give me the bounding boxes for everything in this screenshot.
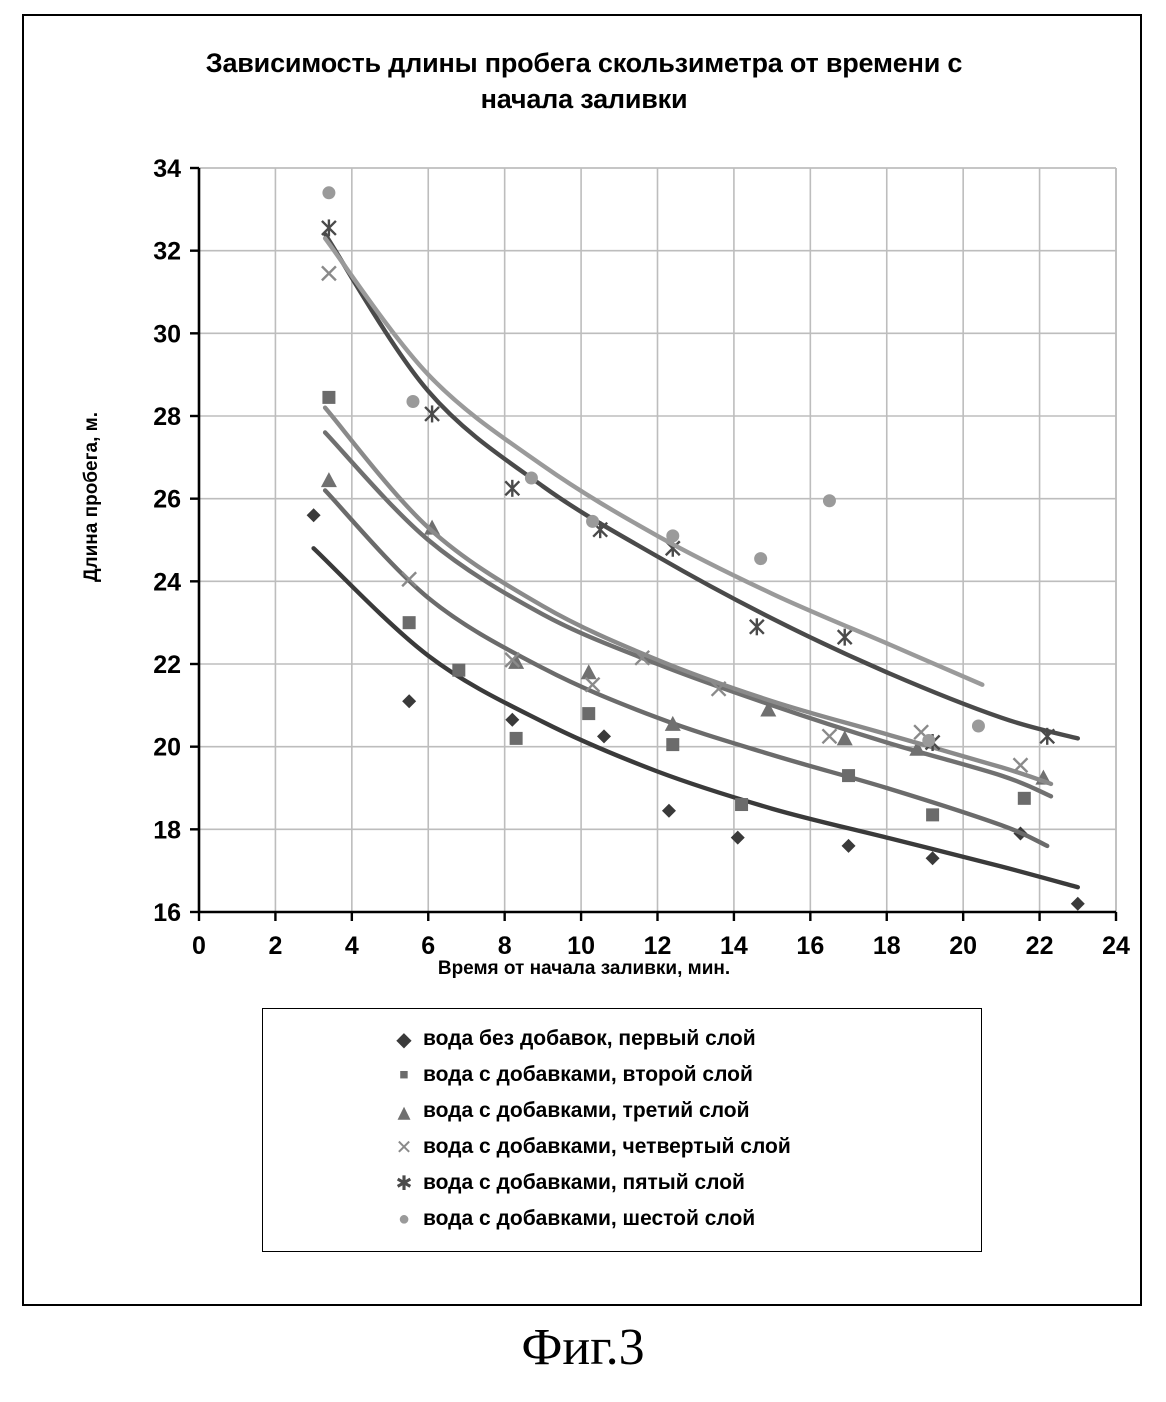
svg-text:30: 30 bbox=[153, 320, 181, 349]
svg-text:10: 10 bbox=[567, 932, 595, 960]
legend-item[interactable] bbox=[263, 1057, 981, 1093]
legend-label: вода с добавками, шестой слой bbox=[423, 1207, 756, 1230]
legend-item[interactable] bbox=[263, 1165, 981, 1201]
y-axis-title: Длина пробега, м. bbox=[81, 412, 102, 582]
data-point bbox=[597, 729, 611, 743]
data-point bbox=[662, 804, 676, 818]
trend-line bbox=[325, 238, 982, 684]
data-point bbox=[403, 616, 416, 629]
data-point bbox=[1018, 792, 1031, 805]
data-point bbox=[322, 219, 336, 236]
legend-marker-square-icon: ▪ bbox=[398, 1058, 410, 1091]
legend-marker-circle-icon: ● bbox=[397, 1207, 411, 1230]
svg-text:28: 28 bbox=[153, 403, 181, 431]
svg-text:18: 18 bbox=[153, 816, 181, 845]
data-point bbox=[586, 515, 599, 528]
data-point bbox=[525, 472, 538, 485]
legend-label: вода с добавками, пятый слой bbox=[423, 1171, 745, 1194]
svg-text:8: 8 bbox=[497, 932, 512, 960]
figure-frame bbox=[22, 14, 1142, 1306]
legend-marker-x-icon: ✕ bbox=[395, 1136, 413, 1159]
data-point bbox=[842, 839, 856, 853]
data-point bbox=[822, 729, 836, 743]
svg-text:22: 22 bbox=[153, 651, 181, 679]
svg-text:14: 14 bbox=[720, 932, 748, 960]
data-point bbox=[1013, 758, 1027, 772]
svg-text:0: 0 bbox=[192, 932, 206, 960]
data-point bbox=[582, 707, 595, 720]
trend-line bbox=[325, 433, 1051, 797]
data-point bbox=[321, 472, 337, 487]
axes-lines bbox=[190, 168, 1116, 921]
series-1 bbox=[307, 508, 1085, 911]
data-point bbox=[972, 720, 985, 733]
data-point bbox=[452, 664, 465, 677]
data-point bbox=[735, 798, 748, 811]
data-point bbox=[406, 395, 419, 408]
series-layer bbox=[307, 186, 1085, 910]
data-point bbox=[510, 732, 523, 745]
data-point bbox=[1071, 897, 1085, 911]
chart-legend bbox=[262, 1008, 982, 1252]
svg-text:12: 12 bbox=[643, 932, 672, 960]
svg-text:18: 18 bbox=[872, 932, 901, 960]
svg-text:26: 26 bbox=[153, 485, 181, 514]
svg-text:24: 24 bbox=[153, 568, 181, 597]
data-point bbox=[425, 405, 439, 422]
chart-title: Зависимость длины пробега скользиметра от времени с начала заливки bbox=[205, 48, 963, 114]
svg-text:16: 16 bbox=[796, 932, 825, 960]
data-point bbox=[731, 831, 745, 845]
series-3 bbox=[321, 433, 1051, 797]
data-point bbox=[322, 186, 335, 199]
svg-text:6: 6 bbox=[421, 932, 436, 960]
data-point bbox=[750, 618, 764, 635]
data-point bbox=[754, 552, 767, 565]
data-point bbox=[926, 808, 939, 821]
legend-item[interactable] bbox=[263, 1129, 981, 1165]
data-point bbox=[402, 694, 416, 708]
data-point bbox=[838, 629, 852, 646]
legend-item[interactable] bbox=[263, 1201, 981, 1237]
data-point bbox=[922, 734, 935, 747]
data-point bbox=[926, 851, 940, 865]
svg-text:20: 20 bbox=[153, 733, 181, 762]
data-point bbox=[823, 494, 836, 507]
data-point bbox=[666, 529, 679, 542]
legend-item[interactable] bbox=[263, 1021, 981, 1057]
legend-label: вода с добавками, третий слой bbox=[423, 1099, 750, 1122]
series-2 bbox=[322, 391, 1047, 846]
data-point bbox=[322, 391, 335, 404]
data-point bbox=[1040, 728, 1054, 745]
legend-marker-diamond-icon: ◆ bbox=[396, 1028, 412, 1051]
svg-text:22: 22 bbox=[1025, 932, 1054, 960]
chart-svg bbox=[24, 16, 1144, 976]
data-point bbox=[842, 769, 855, 782]
axis-tick-labels bbox=[153, 155, 1130, 960]
data-point bbox=[505, 713, 519, 727]
data-point bbox=[581, 664, 597, 679]
svg-text:2: 2 bbox=[268, 932, 283, 960]
svg-text:4: 4 bbox=[344, 932, 359, 960]
svg-text:32: 32 bbox=[153, 237, 181, 266]
legend-item[interactable] bbox=[263, 1093, 981, 1129]
svg-text:20: 20 bbox=[949, 932, 978, 960]
svg-text:24: 24 bbox=[1102, 932, 1130, 960]
legend-label: вода без добавок, первый слой bbox=[423, 1027, 756, 1050]
figure-caption: Фиг.3 bbox=[521, 1319, 645, 1376]
data-point bbox=[402, 572, 416, 586]
legend-label: вода с добавками, второй слой bbox=[423, 1063, 753, 1086]
legend-label: вода с добавками, четвертый слой bbox=[423, 1135, 791, 1158]
x-axis-title: Время от начала заливки, мин. bbox=[437, 958, 731, 979]
svg-text:16: 16 bbox=[153, 899, 181, 927]
legend-marker-triangle-icon: ▴ bbox=[397, 1095, 411, 1126]
series-5 bbox=[322, 219, 1078, 751]
data-point bbox=[666, 738, 679, 751]
svg-text:34: 34 bbox=[153, 155, 181, 183]
data-point bbox=[505, 480, 519, 497]
legend-marker-asterisk-icon: ✱ bbox=[395, 1172, 413, 1195]
data-point bbox=[307, 508, 321, 522]
data-point bbox=[322, 266, 336, 280]
